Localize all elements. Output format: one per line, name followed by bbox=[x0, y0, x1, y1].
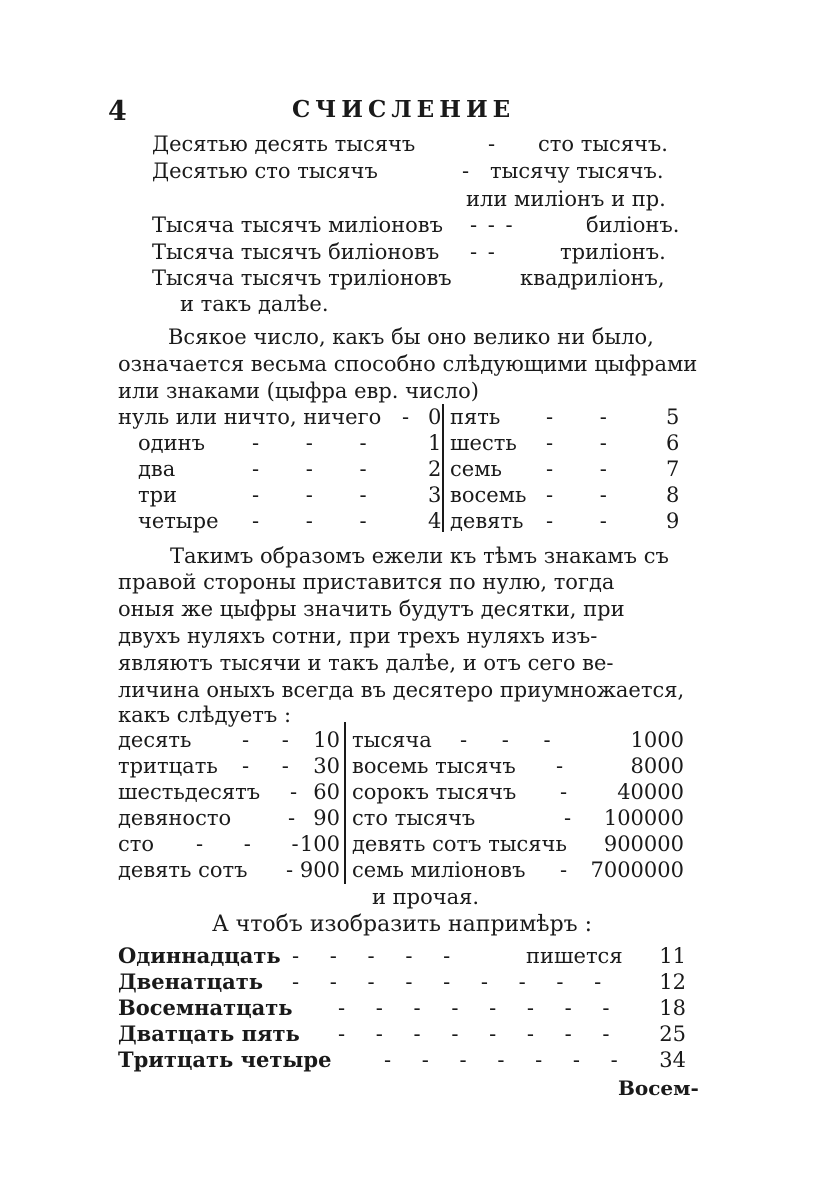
tens-value: 30 bbox=[313, 754, 340, 778]
catchword: Восем- bbox=[618, 1076, 699, 1100]
tens-value: 60 bbox=[313, 780, 340, 804]
paragraph-line: правой стороны приставится по нулю, тогда bbox=[118, 570, 615, 594]
paragraph-line: оныя же цыфры значить будутъ десятки, при bbox=[118, 597, 625, 621]
example-dashes: - - - - - - - - - bbox=[292, 970, 604, 994]
tens-value: 900 bbox=[299, 858, 340, 882]
page-title: СЧИСЛЕНИЕ bbox=[292, 96, 516, 123]
top-line-left: Десятью десять тысячъ bbox=[152, 132, 416, 156]
top-line-right: триліонъ. bbox=[560, 240, 666, 264]
tens-dashes: - - bbox=[242, 754, 291, 778]
tens-dashes: - - - bbox=[460, 728, 553, 752]
top-line-dashes: - - - bbox=[470, 213, 515, 237]
top-line-left: Тысяча тысячъ миліоновъ bbox=[152, 213, 443, 237]
tens-dashes: - bbox=[288, 806, 298, 830]
tens-value: 100 bbox=[299, 832, 340, 856]
digit-word: четыре bbox=[138, 509, 219, 533]
tens-word: девять сотъ bbox=[118, 858, 248, 882]
top-line-left: Тысяча тысячъ триліоновъ bbox=[152, 266, 452, 290]
top-line-right: сто тысячъ. bbox=[538, 132, 668, 156]
digit-dashes: - - - bbox=[252, 509, 369, 533]
top-line-dashes: - bbox=[488, 132, 498, 156]
digit-value: 8 bbox=[666, 483, 680, 507]
digit-value: 5 bbox=[666, 405, 680, 429]
digit-value: 4 bbox=[428, 509, 442, 533]
digit-dashes: - - bbox=[546, 431, 609, 455]
tens-word: тысяча bbox=[352, 728, 432, 752]
tens-value: 100000 bbox=[603, 806, 684, 830]
tens-word: семь миліоновъ bbox=[352, 858, 526, 882]
digit-value: 9 bbox=[666, 509, 680, 533]
tens-word: тритцать bbox=[118, 754, 218, 778]
digit-word: три bbox=[138, 483, 178, 507]
example-word: Тритцать четыре bbox=[118, 1047, 332, 1072]
digit-dashes: - - bbox=[546, 483, 609, 507]
paragraph-line: личина оныхъ всегда въ десятеро приумножается, bbox=[118, 678, 685, 702]
top-line-right: квадриліонъ, bbox=[520, 266, 665, 290]
closing-text: и прочая. bbox=[372, 885, 480, 909]
example-dashes: - - - - - - - - bbox=[338, 1022, 612, 1046]
tens-dashes: - bbox=[556, 754, 566, 778]
example-value: 12 bbox=[659, 970, 686, 994]
tens-dashes: - bbox=[560, 780, 570, 804]
tens-value: 40000 bbox=[617, 780, 684, 804]
paragraph-line: или знаками (цыфра евр. число) bbox=[118, 379, 479, 403]
digit-word: пять bbox=[450, 405, 501, 429]
tens-dashes: - bbox=[564, 806, 574, 830]
digit-word: семь bbox=[450, 457, 502, 481]
digit-word: восемь bbox=[450, 483, 527, 507]
tens-dashes: - - bbox=[242, 728, 291, 752]
example-value: 11 bbox=[659, 944, 686, 968]
digit-value: 3 bbox=[428, 483, 442, 507]
digit-word: девять bbox=[450, 509, 524, 533]
example-value: 25 bbox=[659, 1022, 686, 1046]
top-line-right: или миліонъ и пр. bbox=[466, 187, 666, 211]
digit-dashes: - bbox=[402, 405, 412, 429]
digit-word: два bbox=[138, 457, 176, 481]
example-word: Дватцать пять bbox=[118, 1021, 300, 1046]
example-dashes: - - - - - - - - bbox=[338, 996, 612, 1020]
tens-word: сто тысячъ bbox=[352, 806, 476, 830]
table-divider bbox=[344, 722, 346, 884]
paragraph-line: Такимъ образомъ ежели къ тѣмъ знакамъ съ bbox=[170, 544, 669, 568]
digit-dashes: - - bbox=[546, 457, 609, 481]
example-value: 18 bbox=[659, 996, 686, 1020]
top-line-left: Тысяча тысячъ биліоновъ bbox=[152, 240, 440, 264]
top-line-right: тысячу тысячъ. bbox=[490, 159, 664, 183]
digit-dashes: - - - bbox=[252, 431, 369, 455]
top-line-dashes: - bbox=[462, 159, 472, 183]
digit-value: 1 bbox=[428, 431, 442, 455]
top-line-left: и такъ далѣе. bbox=[180, 292, 329, 316]
tens-word: девять сотъ тысячь bbox=[352, 832, 567, 856]
paragraph-line: двухъ нуляхъ сотни, при трехъ нуляхъ изъ- bbox=[118, 624, 598, 648]
tens-value: 90 bbox=[313, 806, 340, 830]
digit-word: одинъ bbox=[138, 431, 205, 455]
tens-value: 1000 bbox=[630, 728, 684, 752]
digit-dashes: - - bbox=[546, 509, 609, 533]
digit-value: 6 bbox=[666, 431, 680, 455]
example-label: пишется bbox=[526, 944, 623, 968]
tens-word: сто bbox=[118, 832, 155, 856]
tens-value: 8000 bbox=[630, 754, 684, 778]
page-number: 4 bbox=[108, 96, 127, 127]
tens-word: восемь тысячъ bbox=[352, 754, 516, 778]
tens-word: шестьдесятъ bbox=[118, 780, 261, 804]
digit-value: 0 bbox=[428, 405, 442, 429]
top-line-dashes: - - bbox=[470, 240, 497, 264]
example-word: Двенатцать bbox=[118, 969, 264, 994]
digit-dashes: - - - bbox=[252, 483, 369, 507]
paragraph-line: означается весьма способно слѣдующими цыфрами bbox=[118, 352, 698, 376]
tens-dashes: - bbox=[290, 780, 300, 804]
top-line-left: Десятью сто тысячъ bbox=[152, 159, 378, 183]
paragraph-line: какъ слѣдуетъ : bbox=[118, 703, 292, 727]
example-dashes: - - - - - bbox=[292, 944, 453, 968]
table-divider bbox=[442, 404, 444, 532]
example-word: Восемнатцать bbox=[118, 995, 293, 1020]
tens-dashes: - bbox=[286, 858, 296, 882]
example-heading: А чтобъ изобразить напримѣръ : bbox=[212, 912, 593, 937]
tens-word: десять bbox=[118, 728, 192, 752]
digit-word: нуль или ничто, ничего bbox=[118, 405, 382, 429]
paragraph-line: Всякое число, какъ бы оно велико ни было, bbox=[168, 325, 654, 349]
tens-dashes: - bbox=[560, 858, 570, 882]
example-word: Одиннадцать bbox=[118, 943, 281, 968]
digit-word: шесть bbox=[450, 431, 517, 455]
tens-dashes: - - - bbox=[196, 832, 301, 856]
digit-dashes: - - bbox=[546, 405, 609, 429]
example-dashes: - - - - - - - bbox=[384, 1048, 620, 1072]
tens-value: 900000 bbox=[603, 832, 684, 856]
example-value: 34 bbox=[659, 1048, 686, 1072]
top-line-right: биліонъ. bbox=[586, 213, 680, 237]
paragraph-line: являютъ тысячи и такъ далѣе, и отъ сего ве- bbox=[118, 651, 614, 675]
tens-value: 10 bbox=[313, 728, 340, 752]
tens-value: 7000000 bbox=[590, 858, 684, 882]
tens-word: сорокъ тысячъ bbox=[352, 780, 517, 804]
digit-value: 2 bbox=[428, 457, 442, 481]
digit-value: 7 bbox=[666, 457, 680, 481]
digit-dashes: - - - bbox=[252, 457, 369, 481]
tens-word: девяносто bbox=[118, 806, 232, 830]
